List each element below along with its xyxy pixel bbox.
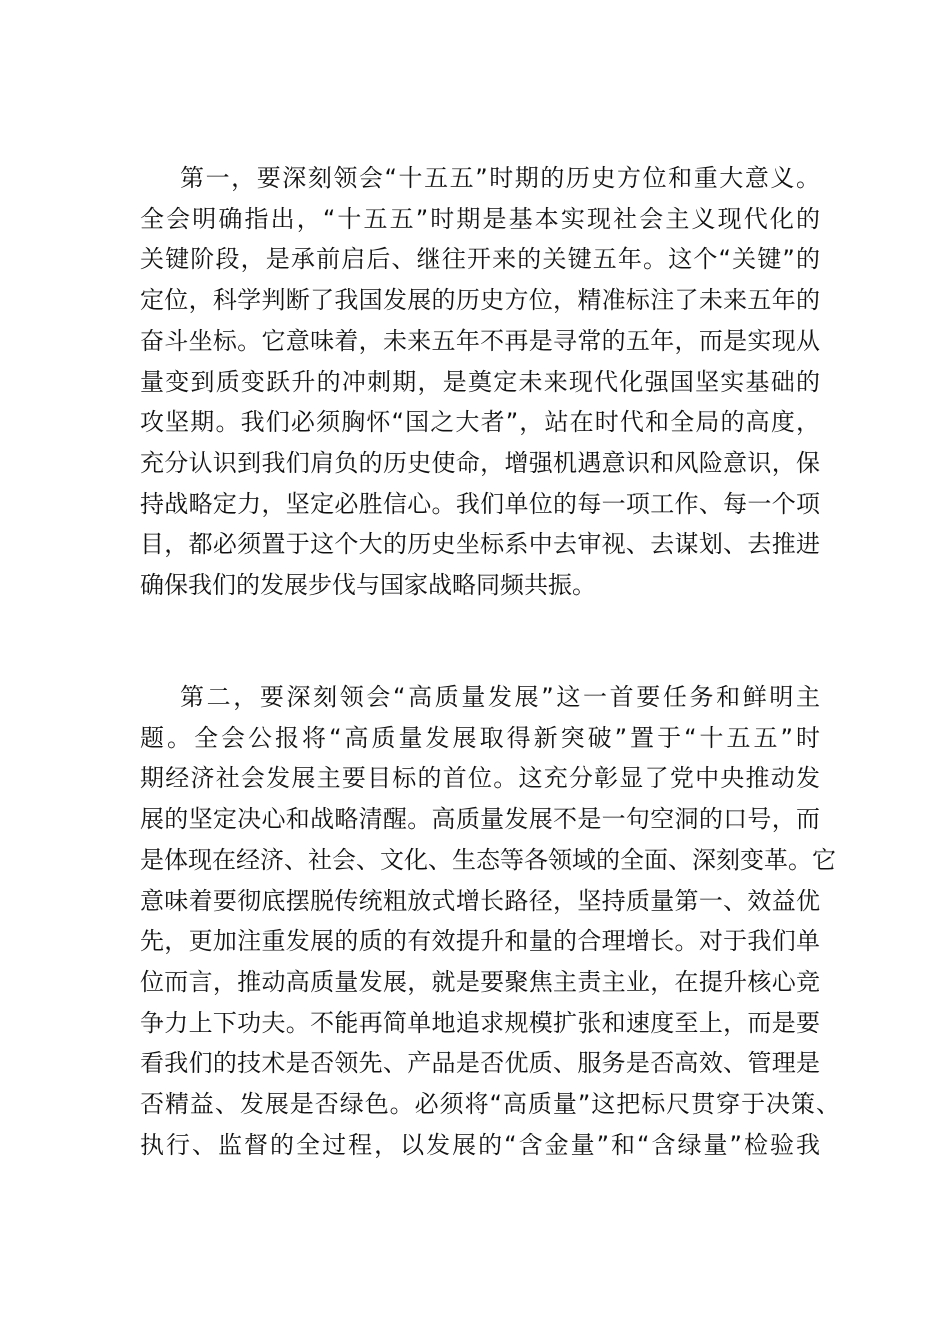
text-line: 攻坚期。我们必须胸怀“国之大者”，站在时代和全局的高度， xyxy=(140,408,820,437)
text-line: 题。全会公报将“高质量发展取得新突破”置于“十五五”时 xyxy=(140,723,820,752)
text-line: 争力上下功夫。不能再简单地追求规模扩张和速度至上，而是要 xyxy=(140,1008,820,1037)
text-line: 期经济社会发展主要目标的首位。这充分彰显了党中央推动发 xyxy=(140,764,820,793)
text-line: 展的坚定决心和战略清醒。高质量发展不是一句空洞的口号，而 xyxy=(140,805,820,834)
text-line: 否精益、发展是否绿色。必须将“高质量”这把标尺贯穿于决策、 xyxy=(140,1090,840,1118)
text-line: 第一，要深刻领会“十五五”时期的历史方位和重大意义。 xyxy=(180,164,820,192)
text-line: 看我们的技术是否领先、产品是否优质、服务是否高效、管理是 xyxy=(140,1049,820,1078)
text-line: 奋斗坐标。它意味着，未来五年不再是寻常的五年，而是实现从 xyxy=(140,326,820,355)
text-line: 位而言，推动高质量发展，就是要聚焦主责主业，在提升核心竞 xyxy=(140,967,820,996)
text-line: 量变到质变跃升的冲刺期，是奠定未来现代化强国坚实基础的 xyxy=(140,367,820,396)
text-line: 充分认识到我们肩负的历史使命，增强机遇意识和风险意识，保 xyxy=(140,448,820,477)
text-line: 第二，要深刻领会“高质量发展”这一首要任务和鲜明主 xyxy=(180,683,820,711)
text-line: 全会明确指出，“十五五”时期是基本实现社会主义现代化的 xyxy=(140,204,820,233)
text-line: 确保我们的发展步伐与国家战略同频共振。 xyxy=(140,571,596,599)
text-line: 关键阶段，是承前启后、继往开来的关键五年。这个“关键”的 xyxy=(140,245,820,274)
text-line: 定位，科学判断了我国发展的历史方位，精准标注了未来五年的 xyxy=(140,286,820,315)
text-line: 执行、监督的全过程，以发展的“含金量”和“含绿量”检验我 xyxy=(140,1130,820,1159)
text-line: 目，都必须置于这个大的历史坐标系中去审视、去谋划、去推进 xyxy=(140,530,820,559)
text-line: 是体现在经济、社会、文化、生态等各领域的全面、深刻变革。它 xyxy=(140,845,836,874)
text-line: 先，更加注重发展的质的有效提升和量的合理增长。对于我们单 xyxy=(140,927,820,956)
text-line: 意味着要彻底摆脱传统粗放式增长路径，坚持质量第一、效益优 xyxy=(140,886,820,915)
text-line: 持战略定力，坚定必胜信心。我们单位的每一项工作、每一个项 xyxy=(140,489,820,518)
